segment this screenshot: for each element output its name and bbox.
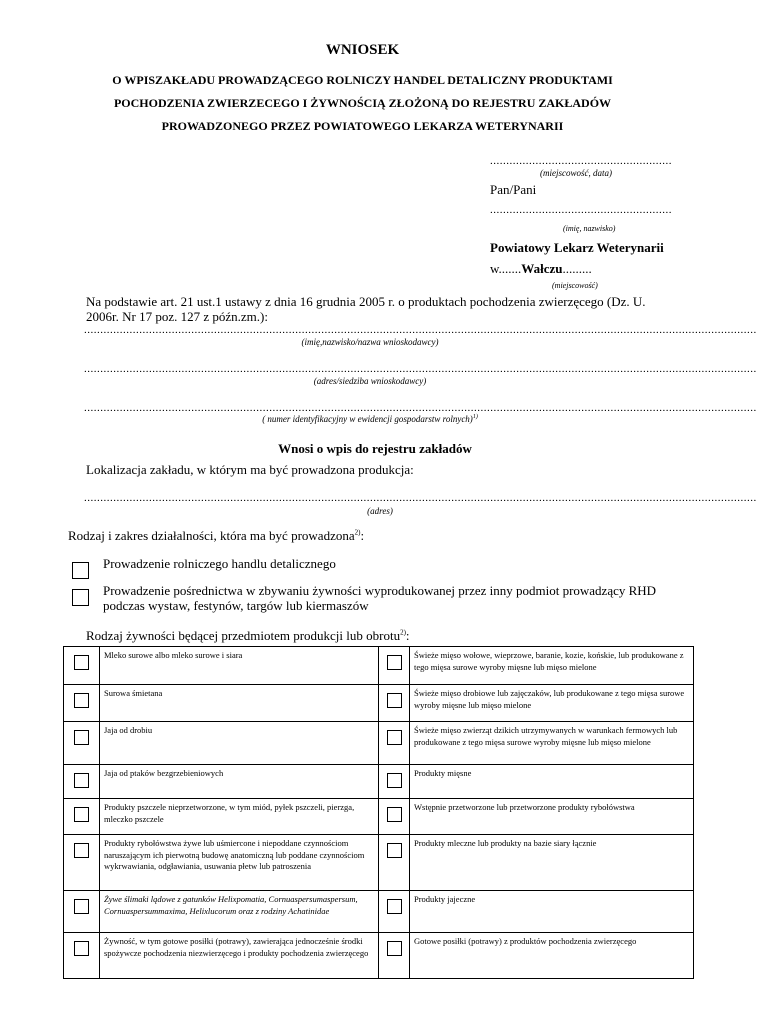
- checkbox-cell: [379, 647, 410, 685]
- location-field[interactable]: ...............................................................................................................................................................................................................: [84, 492, 757, 504]
- table-row: [64, 765, 694, 799]
- food-item-dairy-products: Produkty mleczne lub produkty na bazie siary łącznie: [410, 835, 694, 891]
- office-place-suffix: .........: [562, 261, 592, 276]
- office-place: [490, 261, 592, 277]
- table-row: [64, 722, 694, 765]
- checkbox-cell: [64, 891, 100, 933]
- table-row: [64, 891, 694, 933]
- food-checkbox-raw-milk[interactable]: [74, 655, 89, 670]
- food-checkbox-poultry-meat[interactable]: [387, 693, 402, 708]
- food-checkbox-processed-fishery[interactable]: [387, 807, 402, 822]
- footnote-1-marker: 1): [472, 414, 478, 420]
- food-checkbox-dairy-products[interactable]: [387, 843, 402, 858]
- table-row: [64, 933, 694, 979]
- food-item-ratite-eggs: Jaja od ptaków bezgrzebieniowych: [100, 765, 379, 799]
- place-date-field[interactable]: ........................................................: [490, 155, 672, 167]
- request-heading: Wnosi o wpis do rejestru zakładów: [278, 441, 472, 456]
- applicant-address-caption: (adres/siedziba wnioskodawcy): [313, 376, 427, 386]
- activity-option-retail: Prowadzenie rolniczego handlu detalicznego: [103, 556, 336, 571]
- food-item-farmed-game-meat: Świeże mięso zwierząt dzikich utrzymywanych w warunkach fermowych lub produkowane z tego mięsa surowe wyroby mięsne lub mięso mielone: [410, 722, 694, 765]
- activity-label: Rodzaj i zakres działalności, która ma być prowadzona$^{2)}$:: [68, 528, 365, 543]
- food-item-fresh-red-meat: Świeże mięso wołowe, wieprzowe, baranie, kozie, końskie, lub produkowane z tego mięsa surowe wyroby mięsne lub mięso mielone: [410, 647, 694, 685]
- food-item-bee-products: Produkty pszczele nieprzetworzone, w tym miód, pyłek pszczeli, pierzga, mleczko pszczele: [100, 799, 379, 835]
- food-checkbox-ratite-eggs[interactable]: [74, 773, 89, 788]
- checkbox-cell: [379, 799, 410, 835]
- food-checkbox-ready-meals[interactable]: [387, 941, 402, 956]
- table-row: [64, 835, 694, 891]
- checkbox-cell: [64, 647, 100, 685]
- applicant-id-field[interactable]: ...............................................................................................................................................................................................................: [84, 402, 757, 414]
- place-date-caption: (miejscowość, data): [540, 168, 612, 178]
- checkbox-cell: [379, 835, 410, 891]
- page-title: WNIOSEK: [325, 42, 400, 58]
- activity-label-text: Rodzaj i zakres działalności, która ma być prowadzona: [68, 528, 355, 543]
- food-item-land-snails: Żywe ślimaki lądowe z gatunków Helixpomatia, Cornuaspersumaspersum, Cornuaspersummaxima, Helixlucorum oraz z rodziny Achatinidae: [100, 891, 379, 933]
- checkbox-cell: [64, 835, 100, 891]
- food-item-composite-food: Żywność, w tym gotowe posiłki (potrawy), zawierająca jednocześnie środki spożywcze pochodzenia niezwierzęcego i produkty pochodzenia zwierzęcego: [100, 933, 379, 979]
- footnote-2-marker: 2): [354, 528, 361, 537]
- applicant-name-caption: (imię,nazwisko/nazwa wnioskodawcy): [301, 337, 439, 347]
- food-item-raw-milk: Mleko surowe albo mleko surowe i siara: [100, 647, 379, 685]
- food-item-meat-products: Produkty mięsne: [410, 765, 694, 799]
- office-title: Powiatowy Lekarz Weterynarii: [490, 240, 664, 255]
- food-item-egg-products: Produkty jajeczne: [410, 891, 694, 933]
- applicant-id-caption: [84, 414, 656, 424]
- food-checkbox-bee-products[interactable]: [74, 807, 89, 822]
- activity-checkbox-retail[interactable]: [72, 562, 89, 579]
- subtitle-line-3: PROWADZONEGO PRZEZ POWIATOWEGO LEKARZA WETERYNARII: [161, 119, 564, 133]
- food-checkbox-meat-products[interactable]: [387, 773, 402, 788]
- food-checkbox-poultry-eggs[interactable]: [74, 730, 89, 745]
- office-place-caption: (miejscowość): [552, 281, 598, 290]
- food-label: Rodzaj żywności będącej przedmiotem produkcji lub obrotu$^{2)}$:: [86, 628, 410, 643]
- food-checkbox-composite-food[interactable]: [74, 941, 89, 956]
- food-label-text: Rodzaj żywności będącej przedmiotem produkcji lub obrotu: [86, 628, 401, 643]
- addressee-name-field[interactable]: ........................................................: [490, 204, 672, 216]
- checkbox-cell: [379, 765, 410, 799]
- addressee-label: Pan/Pani: [490, 182, 537, 197]
- checkbox-cell: [64, 933, 100, 979]
- checkbox-cell: [64, 685, 100, 722]
- food-checkbox-farmed-game-meat[interactable]: [387, 730, 402, 745]
- food-item-poultry-eggs: Jaja od drobiu: [100, 722, 379, 765]
- food-checkbox-fresh-red-meat[interactable]: [387, 655, 402, 670]
- checkbox-cell: [379, 891, 410, 933]
- applicant-address-field[interactable]: ...............................................................................................................................................................................................................: [84, 363, 757, 375]
- legal-basis: Na podstawie art. 21 ust.1 ustawy z dnia 16 grudnia 2005 r. o produktach pochodzenia zwierzęcego (Dz. U. 2006r. Nr 17 poz. 127 z późn.zm.):: [86, 294, 646, 324]
- applicant-name-field[interactable]: ...............................................................................................................................................................................................................: [84, 324, 757, 336]
- table-row: [64, 685, 694, 722]
- addressee-name-caption: (imię, nazwisko): [563, 224, 616, 233]
- food-checkbox-fishery-products[interactable]: [74, 843, 89, 858]
- checkbox-cell: [64, 722, 100, 765]
- checkbox-cell: [64, 765, 100, 799]
- activity-checkbox-intermediary[interactable]: [72, 589, 89, 606]
- checkbox-cell: [379, 685, 410, 722]
- subtitle-line-1: O WPISZAKŁADU PROWADZĄCEGO ROLNICZY HANDEL DETALICZNY PRODUKTAMI: [112, 73, 613, 87]
- checkbox-cell: [379, 722, 410, 765]
- office-place-prefix: w.......: [490, 261, 522, 276]
- checkbox-cell: [64, 799, 100, 835]
- food-item-poultry-meat: Świeże mięso drobiowe lub zajęczaków, lub produkowane z tego mięsa surowe wyroby mięsne lub mięso mielone: [410, 685, 694, 722]
- food-item-ready-meals: Gotowe posiłki (potrawy) z produktów pochodzenia zwierzęcego: [410, 933, 694, 979]
- location-label: Lokalizacja zakładu, w którym ma być prowadzona produkcja:: [86, 462, 414, 477]
- food-item-raw-cream: Surowa śmietana: [100, 685, 379, 722]
- food-checkbox-egg-products[interactable]: [387, 899, 402, 914]
- table-row: [64, 647, 694, 685]
- food-checkbox-land-snails[interactable]: [74, 899, 89, 914]
- activity-option-intermediary: Prowadzenie pośrednictwa w zbywaniu żywności wyprodukowanej przez inny podmiot prowadzący RHD podczas wystaw, festynów, targów lub kiermaszów: [103, 583, 657, 613]
- food-checkbox-raw-cream[interactable]: [74, 693, 89, 708]
- applicant-id-caption-text: ( numer identyfikacyjny w ewidencji gospodarstw rolnych): [262, 414, 473, 424]
- food-item-processed-fishery: Wstępnie przetworzone lub przetworzone produkty rybołówstwa: [410, 799, 694, 835]
- office-place-name: Wałczu: [521, 261, 563, 276]
- food-item-fishery-products: Produkty rybołówstwa żywe lub uśmiercone i niepoddane czynnościom naruszającym ich pierwotną budowę anatomiczną lub poddane czynnościom wykrwawiania, odgławiania, usuwania płetw lub patroszenia: [100, 835, 379, 891]
- footnote-2-marker-food: 2): [400, 628, 406, 637]
- checkbox-cell: [379, 933, 410, 979]
- subtitle-line-2: POCHODZENIA ZWIERZECEGO I ŻYWNOŚCIĄ ZŁOŻONĄ DO REJESTRU ZAKŁADÓW: [113, 96, 612, 110]
- location-caption: (adres): [367, 506, 393, 516]
- food-type-table: [63, 646, 694, 979]
- table-row: [64, 799, 694, 835]
